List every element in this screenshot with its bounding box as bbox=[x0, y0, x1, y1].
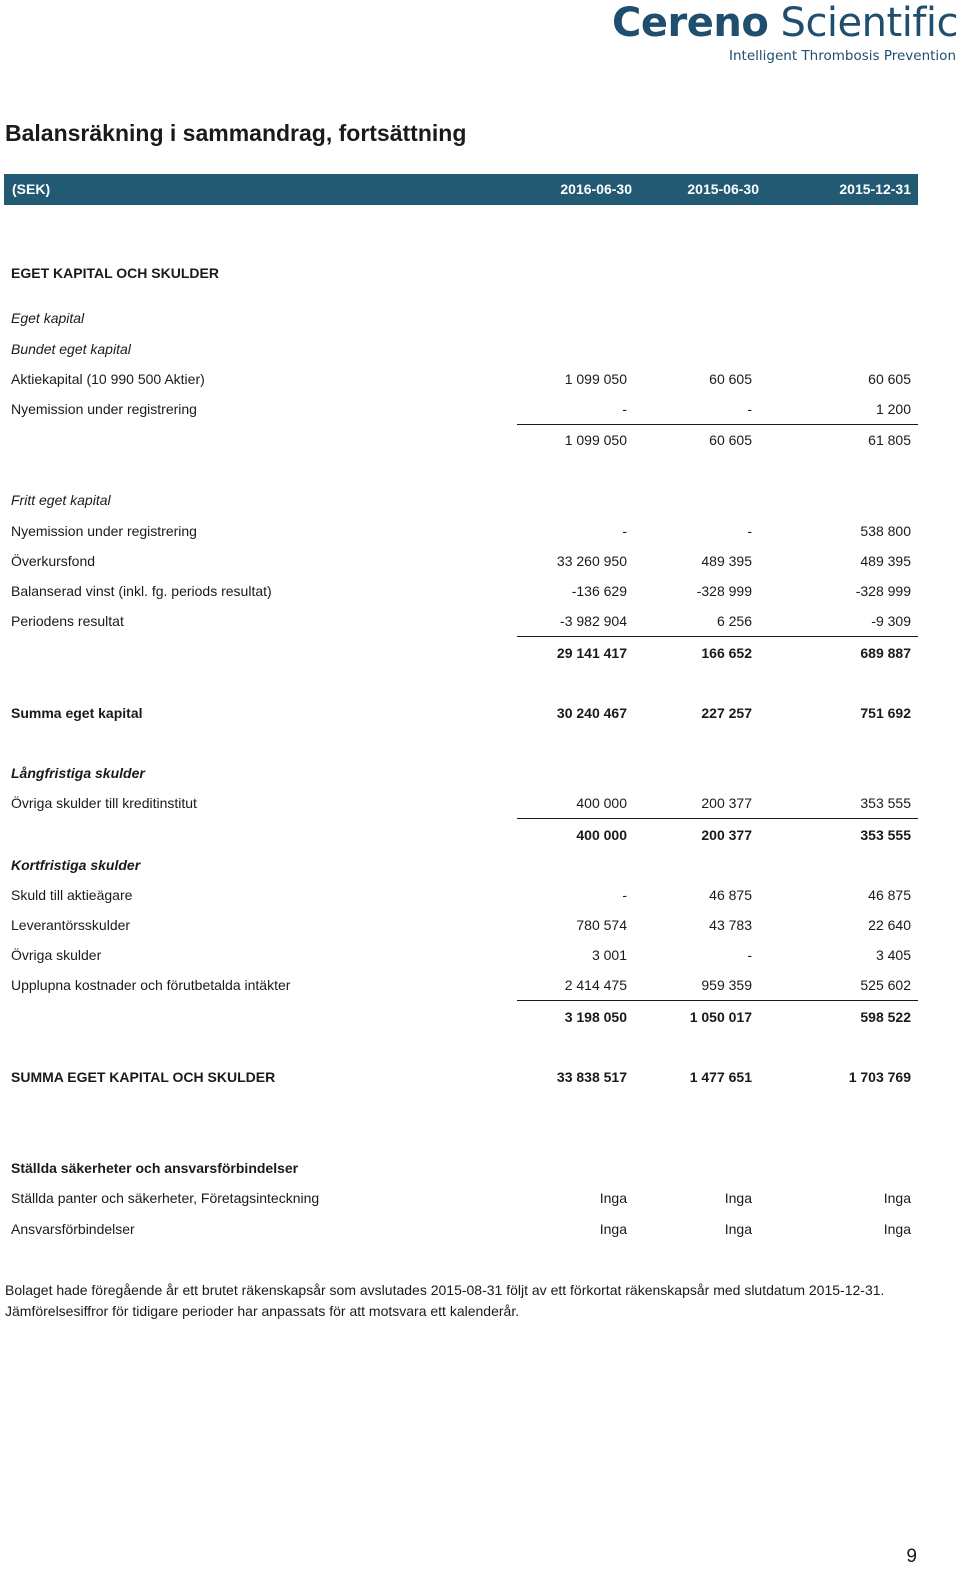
value-cell: 200 377 bbox=[701, 795, 752, 811]
total-row-equity: Summa eget kapital 30 240 467 227 257 751 692 bbox=[11, 702, 911, 724]
value-cell: - bbox=[622, 887, 627, 903]
value-cell: - bbox=[747, 947, 752, 963]
value-cell: -328 999 bbox=[855, 583, 911, 599]
value-cell: 689 887 bbox=[860, 645, 911, 661]
currency-header: (SEK) bbox=[12, 181, 51, 197]
table-row-period-result: Periodens resultat -3 982 904 6 256 -9 309 bbox=[11, 610, 911, 632]
value-cell: 525 602 bbox=[860, 977, 911, 993]
value-cell: Inga bbox=[599, 1221, 627, 1237]
subtotal-rule bbox=[517, 424, 918, 425]
value-cell: Inga bbox=[883, 1190, 911, 1206]
value-cell: 3 001 bbox=[591, 947, 627, 963]
value-cell: 1 477 651 bbox=[689, 1069, 752, 1085]
subtotal-rule bbox=[517, 636, 918, 637]
subtotal-rule bbox=[517, 818, 918, 819]
subtotal-row-free-equity bbox=[11, 642, 911, 664]
table-row-shareholder-debt: Skuld till aktieägare - 46 875 46 875 bbox=[11, 884, 911, 906]
page-title: Balansräkning i sammandrag, fortsättning bbox=[5, 120, 467, 146]
value-cell: 1 099 050 bbox=[564, 432, 627, 448]
value-cell: 33 838 517 bbox=[556, 1069, 627, 1085]
section-heading-equity-liabilities: EGET KAPITAL OCH SKULDER bbox=[11, 265, 219, 281]
value-cell: 353 555 bbox=[860, 795, 911, 811]
value-cell: 598 522 bbox=[860, 1009, 911, 1025]
table-row-new-issue-free: Nyemission under registrering - - 538 800 bbox=[11, 520, 911, 542]
value-cell: 43 783 bbox=[709, 917, 752, 933]
value-cell: 33 260 950 bbox=[556, 553, 627, 569]
page-number: 9 bbox=[906, 1546, 917, 1567]
value-cell: 400 000 bbox=[576, 827, 627, 843]
value-cell: Inga bbox=[599, 1190, 627, 1206]
value-cell: 489 395 bbox=[860, 553, 911, 569]
section-heading-long-term-liabilities: Långfristiga skulder bbox=[11, 765, 145, 781]
table-row-other-liabilities: Övriga skulder 3 001 - 3 405 bbox=[11, 944, 911, 966]
value-cell: 489 395 bbox=[701, 553, 752, 569]
value-cell: Inga bbox=[724, 1190, 752, 1206]
section-heading-equity: Eget kapital bbox=[11, 310, 85, 326]
value-cell: 60 605 bbox=[709, 371, 752, 387]
column-header-2016-06-30: 2016-06-30 bbox=[560, 181, 632, 197]
value-cell: -9 309 bbox=[871, 613, 911, 629]
value-cell: 400 000 bbox=[576, 795, 627, 811]
subtotal-row-short-term-liabilities bbox=[11, 1006, 911, 1028]
value-cell: 3 405 bbox=[875, 947, 911, 963]
table-row-credit-institution-debt: Övriga skulder till kreditinstitut 400 000 200 377 353 555 bbox=[11, 792, 911, 814]
value-cell: 60 605 bbox=[709, 432, 752, 448]
footnote: Bolaget hade föregående år ett brutet räkenskapsår som avslutades 2015-08-31 följt av ett förkortat räkenskapsår med slutdatum 2015-12-31. Jämförelsesiffror för tidigare perioder har anpassats för att motsvara ett kalenderår. bbox=[5, 1282, 885, 1319]
value-cell: Inga bbox=[883, 1221, 911, 1237]
company-logo bbox=[612, 0, 958, 66]
subsection-heading-free-equity: Fritt eget kapital bbox=[11, 492, 111, 508]
value-cell: 780 574 bbox=[576, 917, 627, 933]
value-cell: 1 200 bbox=[875, 401, 911, 417]
value-cell: 3 198 050 bbox=[564, 1009, 627, 1025]
table-header bbox=[4, 174, 918, 205]
value-cell: 46 875 bbox=[868, 887, 911, 903]
table-row-accrued-expenses: Upplupna kostnader och förutbetalda intäkter 2 414 475 959 359 525 602 bbox=[11, 974, 911, 996]
value-cell: 166 652 bbox=[701, 645, 752, 661]
subsection-heading-restricted-equity: Bundet eget kapital bbox=[11, 341, 131, 357]
value-cell: 1 703 769 bbox=[848, 1069, 911, 1085]
value-cell: 60 605 bbox=[868, 371, 911, 387]
value-cell: 46 875 bbox=[709, 887, 752, 903]
value-cell: 1 050 017 bbox=[689, 1009, 752, 1025]
value-cell: - bbox=[622, 523, 627, 539]
column-header-2015-06-30: 2015-06-30 bbox=[687, 181, 759, 197]
value-cell: 2 414 475 bbox=[564, 977, 627, 993]
subtotal-row-restricted-equity bbox=[11, 429, 911, 451]
value-cell: 227 257 bbox=[701, 705, 752, 721]
table-row-pledged-collateral: Ställda panter och säkerheter, Företagsinteckning Inga Inga Inga bbox=[11, 1187, 911, 1209]
logo-wordmark: Cereno Scientific bbox=[612, 0, 958, 46]
value-cell: -328 999 bbox=[696, 583, 752, 599]
value-cell: - bbox=[622, 401, 627, 417]
value-cell: 61 805 bbox=[868, 432, 911, 448]
subtotal-row-long-term-liabilities bbox=[11, 824, 911, 846]
value-cell: Inga bbox=[724, 1221, 752, 1237]
value-cell: -136 629 bbox=[571, 583, 627, 599]
value-cell: - bbox=[747, 401, 752, 417]
value-cell: 30 240 467 bbox=[556, 705, 627, 721]
value-cell: 959 359 bbox=[701, 977, 752, 993]
value-cell: 353 555 bbox=[860, 827, 911, 843]
value-cell: 751 692 bbox=[860, 705, 911, 721]
table-row-new-issue-restricted: Nyemission under registrering - - 1 200 bbox=[11, 398, 911, 420]
table-row-accounts-payable: Leverantörsskulder 780 574 43 783 22 640 bbox=[11, 914, 911, 936]
table-row-retained-earnings: Balanserad vinst (inkl. fg. periods resultat) -136 629 -328 999 -328 999 bbox=[11, 580, 911, 602]
value-cell: 538 800 bbox=[860, 523, 911, 539]
value-cell: 6 256 bbox=[716, 613, 752, 629]
value-cell: 200 377 bbox=[701, 827, 752, 843]
column-header-2015-12-31: 2015-12-31 bbox=[839, 181, 911, 197]
table-row-share-capital: Aktiekapital (10 990 500 Aktier) 1 099 050 60 605 60 605 bbox=[11, 368, 911, 390]
value-cell: 29 141 417 bbox=[556, 645, 627, 661]
logo-tagline: Intelligent Thrombosis Prevention bbox=[729, 48, 956, 64]
value-cell: 22 640 bbox=[868, 917, 911, 933]
section-heading-short-term-liabilities: Kortfristiga skulder bbox=[11, 857, 141, 873]
section-heading-pledged-assets: Ställda säkerheter och ansvarsförbindelser bbox=[11, 1160, 299, 1176]
value-cell: - bbox=[747, 523, 752, 539]
grand-total-row: SUMMA EGET KAPITAL OCH SKULDER 33 838 517 1 477 651 1 703 769 bbox=[11, 1066, 911, 1088]
table-row-contingent-liabilities: Ansvarsförbindelser Inga Inga Inga bbox=[11, 1218, 911, 1240]
table-row-share-premium: Överkursfond 33 260 950 489 395 489 395 bbox=[11, 550, 911, 572]
subtotal-rule bbox=[517, 1000, 918, 1001]
value-cell: -3 982 904 bbox=[560, 613, 627, 629]
value-cell: 1 099 050 bbox=[564, 371, 627, 387]
